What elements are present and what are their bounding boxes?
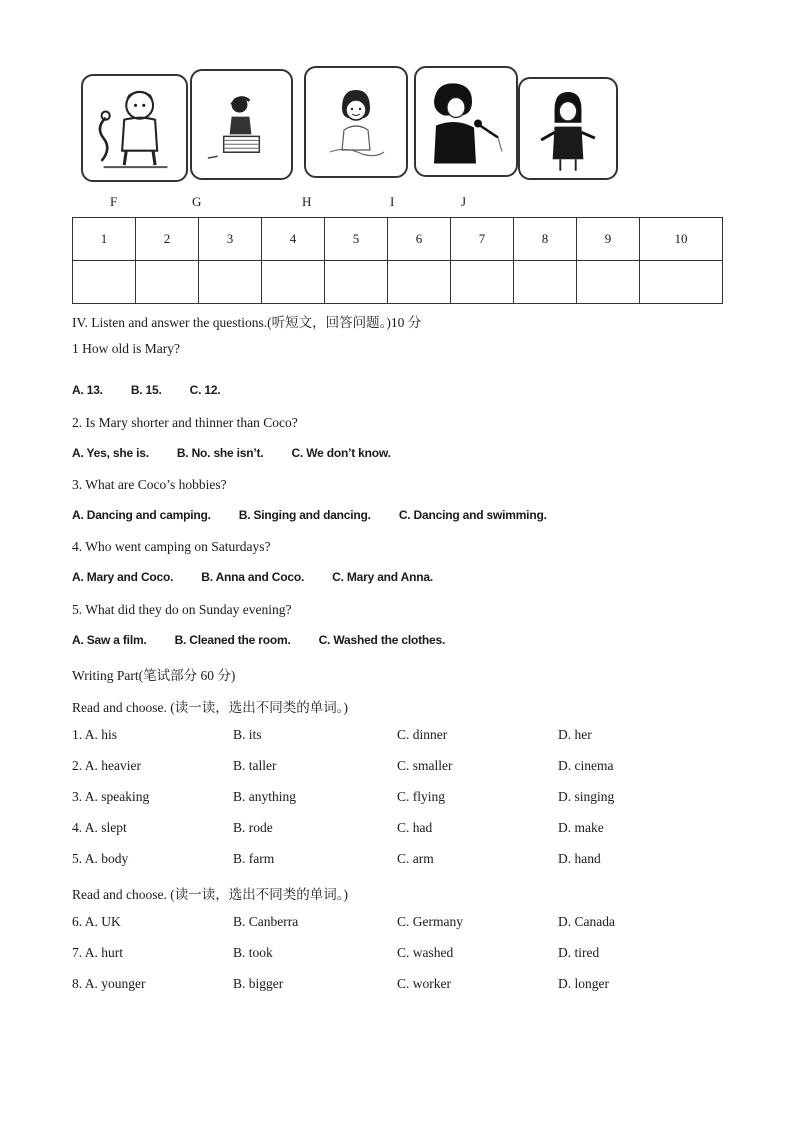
option[interactable]: C. We don’t know. xyxy=(291,446,391,460)
grid-number: 4 xyxy=(262,218,325,261)
choice-a[interactable]: 8. A. younger xyxy=(72,976,146,991)
choice-c[interactable]: C. worker xyxy=(397,976,451,991)
choice-b[interactable]: B. Canberra xyxy=(233,914,299,929)
choice-b[interactable]: B. rode xyxy=(233,820,273,835)
answer-cell[interactable] xyxy=(577,261,640,304)
grid-number: 1 xyxy=(73,218,136,261)
answer-grid-number-row xyxy=(73,218,723,261)
answer-options xyxy=(72,508,575,522)
picture-label-f: F xyxy=(110,194,118,209)
question-text: 5. What did they do on Sunday evening? xyxy=(72,602,292,617)
choice-a[interactable]: 7. A. hurt xyxy=(72,945,124,960)
answer-options xyxy=(72,446,419,460)
answer-cell[interactable] xyxy=(199,261,262,304)
option[interactable]: A. Saw a film. xyxy=(72,633,147,647)
section-heading: Read and choose. (读一读，选出不同类的单词。) xyxy=(72,887,348,902)
grid-number: 8 xyxy=(514,218,577,261)
picture-i xyxy=(414,66,518,177)
option[interactable]: B. 15. xyxy=(130,383,162,397)
option[interactable]: C. 12. xyxy=(189,383,221,397)
choice-d[interactable]: D. make xyxy=(558,820,604,835)
choice-a[interactable]: 6. A. UK xyxy=(72,914,121,929)
choice-a[interactable]: 4. A. slept xyxy=(72,820,127,835)
choice-a[interactable]: 3. A. speaking xyxy=(72,789,150,804)
option[interactable]: B. No. she isn’t. xyxy=(176,446,264,460)
answer-cell[interactable] xyxy=(514,261,577,304)
girl-standing-icon xyxy=(520,79,616,178)
choice-c[interactable]: C. washed xyxy=(397,945,454,960)
answer-cell[interactable] xyxy=(73,261,136,304)
answer-cell[interactable] xyxy=(325,261,388,304)
boy-by-snake-icon xyxy=(83,76,186,180)
grid-number: 7 xyxy=(451,218,514,261)
answer-cell[interactable] xyxy=(640,261,723,304)
choice-c[interactable]: C. Germany xyxy=(397,914,463,929)
question-text: 3. What are Coco’s hobbies? xyxy=(72,477,227,492)
choice-a[interactable]: 1. A. his xyxy=(72,727,118,742)
answer-grid xyxy=(72,217,723,304)
option[interactable]: B. Anna and Coco. xyxy=(201,570,305,584)
choice-c[interactable]: C. arm xyxy=(397,851,434,866)
picture-label-j: J xyxy=(461,194,467,209)
section-heading: Read and choose. (读一读，选出不同类的单词。) xyxy=(72,700,348,715)
answer-options xyxy=(72,383,248,397)
girl-reading-icon xyxy=(192,71,291,178)
woman-singing-icon xyxy=(416,68,516,175)
picture-label-i: I xyxy=(390,194,395,209)
picture-g xyxy=(190,69,293,180)
choice-a[interactable]: 5. A. body xyxy=(72,851,129,866)
grid-number: 3 xyxy=(199,218,262,261)
answer-cell[interactable] xyxy=(388,261,451,304)
option[interactable]: B. Cleaned the room. xyxy=(174,633,291,647)
option[interactable]: C. Dancing and swimming. xyxy=(398,508,547,522)
choice-d[interactable]: D. singing xyxy=(558,789,615,804)
grid-number: 2 xyxy=(136,218,199,261)
question-text: 1 How old is Mary? xyxy=(72,341,180,356)
choice-d[interactable]: D. cinema xyxy=(558,758,614,773)
picture-label-g: G xyxy=(192,194,202,209)
answer-options xyxy=(72,570,461,584)
option[interactable]: C. Washed the clothes. xyxy=(318,633,446,647)
answer-options xyxy=(72,633,473,647)
choice-b[interactable]: B. farm xyxy=(233,851,275,866)
choice-d[interactable]: D. Canada xyxy=(558,914,615,929)
answer-grid-blank-row xyxy=(73,261,723,304)
grid-number: 10 xyxy=(640,218,723,261)
grid-number: 9 xyxy=(577,218,640,261)
choice-b[interactable]: B. took xyxy=(233,945,273,960)
question-text: 2. Is Mary shorter and thinner than Coco? xyxy=(72,415,298,430)
answer-cell[interactable] xyxy=(136,261,199,304)
option[interactable]: B. Singing and dancing. xyxy=(238,508,371,522)
option[interactable]: A. Yes, she is. xyxy=(72,446,149,460)
option[interactable]: A. Dancing and camping. xyxy=(72,508,211,522)
picture-label-h: H xyxy=(302,194,312,209)
choice-c[interactable]: C. had xyxy=(397,820,433,835)
option[interactable]: A. Mary and Coco. xyxy=(72,570,174,584)
writing-part-heading: Writing Part(笔试部分 60 分) xyxy=(72,668,236,683)
question-text: 4. Who went camping on Saturdays? xyxy=(72,539,271,554)
picture-f xyxy=(81,74,188,182)
choice-b[interactable]: B. bigger xyxy=(233,976,284,991)
picture-j xyxy=(518,77,618,180)
option[interactable]: A. 13. xyxy=(72,383,103,397)
choice-b[interactable]: B. taller xyxy=(233,758,277,773)
choice-c[interactable]: C. flying xyxy=(397,789,446,804)
choice-a[interactable]: 2. A. heavier xyxy=(72,758,141,773)
answer-cell[interactable] xyxy=(262,261,325,304)
choice-d[interactable]: D. hand xyxy=(558,851,601,866)
choice-c[interactable]: C. smaller xyxy=(397,758,453,773)
option[interactable]: C. Mary and Anna. xyxy=(332,570,433,584)
answer-cell[interactable] xyxy=(451,261,514,304)
part4-heading: IV. Listen and answer the questions.(听短文，回答问题。)10 分 xyxy=(72,315,422,330)
girl-sitting-icon xyxy=(306,68,406,176)
choice-d[interactable]: D. her xyxy=(558,727,592,742)
choice-b[interactable]: B. anything xyxy=(233,789,296,804)
choice-b[interactable]: B. its xyxy=(233,727,262,742)
picture-h xyxy=(304,66,408,178)
grid-number: 5 xyxy=(325,218,388,261)
grid-number: 6 xyxy=(388,218,451,261)
choice-c[interactable]: C. dinner xyxy=(397,727,448,742)
choice-d[interactable]: D. tired xyxy=(558,945,600,960)
choice-d[interactable]: D. longer xyxy=(558,976,609,991)
